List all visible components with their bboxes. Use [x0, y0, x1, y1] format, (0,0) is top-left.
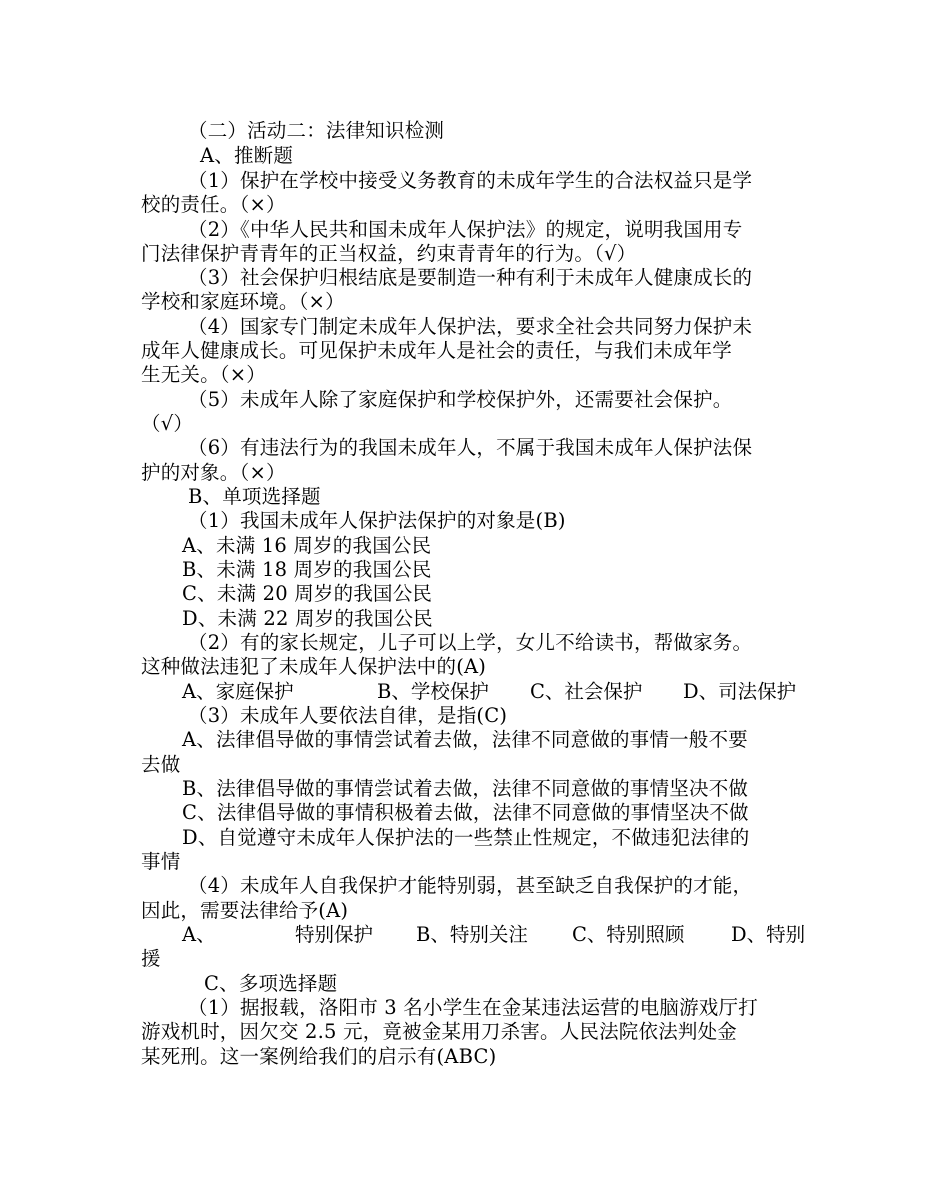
- choice-q1-option-c: C、未满 20 周岁的我国公民: [182, 582, 433, 605]
- part-c-heading: C、多项选择题: [204, 972, 338, 995]
- judge-q2-line1: （2）《中华人民共和国未成年人保护法》的规定，说明我国用专: [188, 218, 743, 241]
- judge-q1-line2: 校的责任。（×）: [141, 193, 286, 216]
- choice-q3-option-b: B、法律倡导做的事情尝试着去做，法律不同意做的事情坚决不做: [182, 777, 749, 800]
- choice-q2-option-b: B、学校保护: [377, 680, 489, 703]
- choice-q1-option-b: B、未满 18 周岁的我国公民: [182, 558, 432, 581]
- choice-q2-option-a: A、家庭保护: [182, 680, 294, 703]
- choice-q2-option-c: C、社会保护: [530, 680, 643, 703]
- choice-q1-option-d: D、未满 22 周岁的我国公民: [182, 607, 433, 630]
- choice-q4-option-d: D、特别: [731, 923, 806, 946]
- judge-q1-line1: （1）保护在学校中接受义务教育的未成年学生的合法权益只是学: [188, 169, 753, 192]
- part-a-heading: A、推断题: [200, 144, 294, 167]
- choice-q3-option-d-line1: D、自觉遵守未成年人保护法的一些禁止性规定，不做违犯法律的: [182, 826, 750, 849]
- section-title: （二）活动二：法律知识检测: [188, 119, 445, 142]
- choice-q4-option-a-text: 特别保护: [295, 923, 374, 946]
- choice-q3-option-a-line2: 去做: [141, 753, 181, 776]
- multi-q1-line1: （1）据报载，洛阳市 3 名小学生在金某违法运营的电脑游戏厅打: [188, 996, 758, 1019]
- judge-q6-line2: 护的对象。（×）: [141, 461, 286, 484]
- multi-q1-line3: 某死刑。这一案例给我们的启示有(ABC): [141, 1045, 497, 1068]
- choice-q4-stem-line1: （4）未成年人自我保护才能特别弱，甚至缺乏自我保护的才能，: [188, 874, 753, 897]
- part-b-heading: B、单项选择题: [188, 485, 321, 508]
- choice-q3-option-c: C、法律倡导做的事情积极着去做，法律不同意做的事情坚决不做: [182, 801, 749, 824]
- choice-q2-option-d: D、司法保护: [683, 680, 797, 703]
- choice-q1-option-a: A、未满 16 周岁的我国公民: [182, 534, 432, 557]
- choice-q3-option-d-line2: 事情: [141, 850, 181, 873]
- choice-q4-stem-line2: 因此，需要法律给予(A): [141, 899, 349, 922]
- judge-q5-line1: （5）未成年人除了家庭保护和学校保护外，还需要社会保护。: [188, 388, 733, 411]
- judge-q4-line2: 成年人健康成长。可见保护未成年人是社会的责任，与我们未成年学: [141, 339, 733, 362]
- judge-q3-line2: 学校和家庭环境。（×）: [141, 290, 345, 313]
- choice-q4-option-a-letter: A、: [182, 923, 216, 946]
- choice-q2-stem-line2: 这种做法违犯了未成年人保护法中的(A): [141, 655, 487, 678]
- choice-q1-stem: （1）我国未成年人保护法保护的对象是(B): [188, 509, 566, 532]
- judge-q6-line1: （6）有违法行为的我国未成年人，不属于我国未成年人保护法保: [188, 436, 753, 459]
- choice-q4-option-c: C、特别照顾: [572, 923, 685, 946]
- judge-q4-line1: （4）国家专门制定未成年人保护法，要求全社会共同努力保护未: [188, 315, 753, 338]
- judge-q5-line2: （√）: [141, 412, 194, 435]
- multi-q1-line2: 游戏机时，因欠交 2.5 元，竟被金某用刀杀害。人民法院依法判处金: [141, 1020, 738, 1043]
- choice-q4-wrap: 援: [141, 947, 161, 970]
- judge-q3-line1: （3）社会保护归根结底是要制造一种有利于未成年人健康成长的: [188, 266, 753, 289]
- choice-q2-stem-line1: （2）有的家长规定，儿子可以上学，女儿不给读书，帮做家务。: [188, 631, 753, 654]
- choice-q3-option-a-line1: A、法律倡导做的事情尝试着去做，法律不同意做的事情一般不要: [182, 728, 748, 751]
- judge-q4-line3: 生无关。（×）: [141, 363, 266, 386]
- choice-q4-option-b: B、特别关注: [416, 923, 528, 946]
- judge-q2-line2: 门法律保护青青年的正当权益，约束青青年的行为。（√）: [141, 242, 637, 265]
- choice-q3-stem: （3）未成年人要依法自律，是指(C): [188, 704, 508, 727]
